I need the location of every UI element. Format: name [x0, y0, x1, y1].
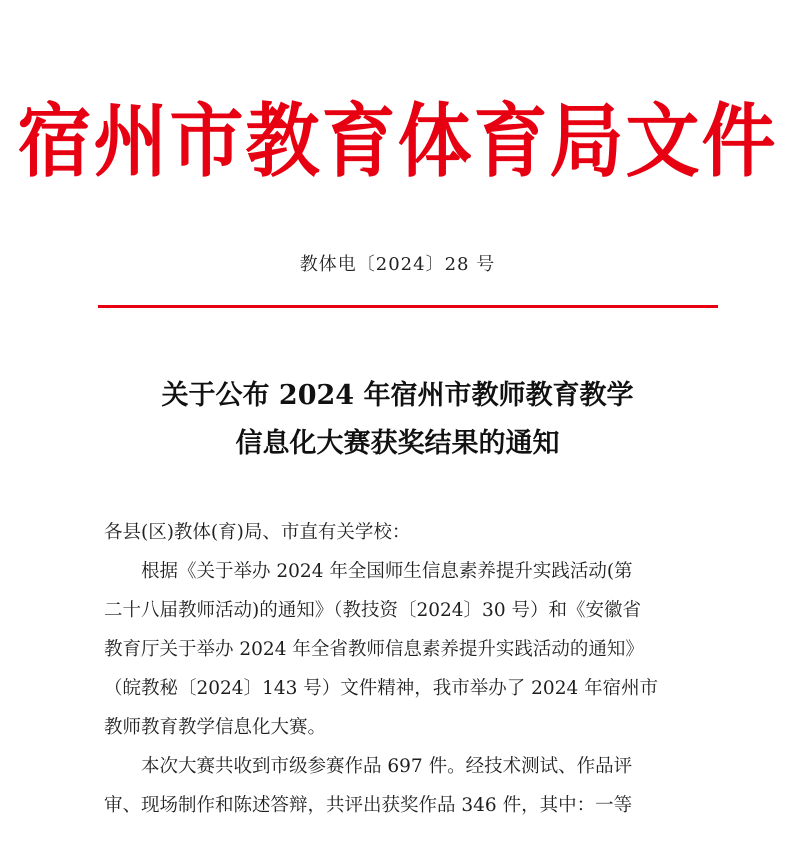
paragraph-1-line: 教育厅关于举办 2024 年全省教师信息素养提升实践活动的通知》	[104, 639, 644, 660]
paragraph-2-line: 审、现场制作和陈述答辩，共评出获奖作品 346 件，其中：一等	[104, 795, 633, 816]
notice-title-line-1: 关于公布 2024 年宿州市教师教育教学	[161, 380, 634, 411]
notice-body	[104, 513, 720, 825]
paragraph-1-line: 二十八届教师活动)的通知》（教技资〔2024〕30 号）和《安徽省	[104, 600, 641, 621]
salutation: 各县(区)教体(育)局、市直有关学校：	[104, 522, 411, 543]
paragraph-1-line: （皖教秘〔2024〕143 号）文件精神，我市举办了 2024 年宿州市	[104, 678, 659, 699]
paragraph-2-continued	[104, 786, 720, 825]
issuer-header-title: 宿州市教育体育局文件	[17, 95, 778, 189]
paragraph-2-line: 本次大赛共收到市级参赛作品 697 件。经技术测试、作品评	[141, 756, 633, 777]
document-number: 教体电〔2024〕28 号	[299, 254, 496, 275]
paragraph-1-line: 教师教育教学信息化大赛。	[104, 717, 327, 738]
paragraph-2	[104, 747, 720, 786]
paragraph-1-line: 根据《关于举办 2024 年全国师生信息素养提升实践活动(第	[141, 561, 633, 582]
red-divider-line	[98, 305, 718, 308]
notice-title-line-2: 信息化大赛获奖结果的通知	[235, 428, 560, 459]
notice-title	[0, 372, 795, 468]
paragraph-1-continued	[104, 591, 720, 747]
paragraph-1	[104, 552, 720, 591]
